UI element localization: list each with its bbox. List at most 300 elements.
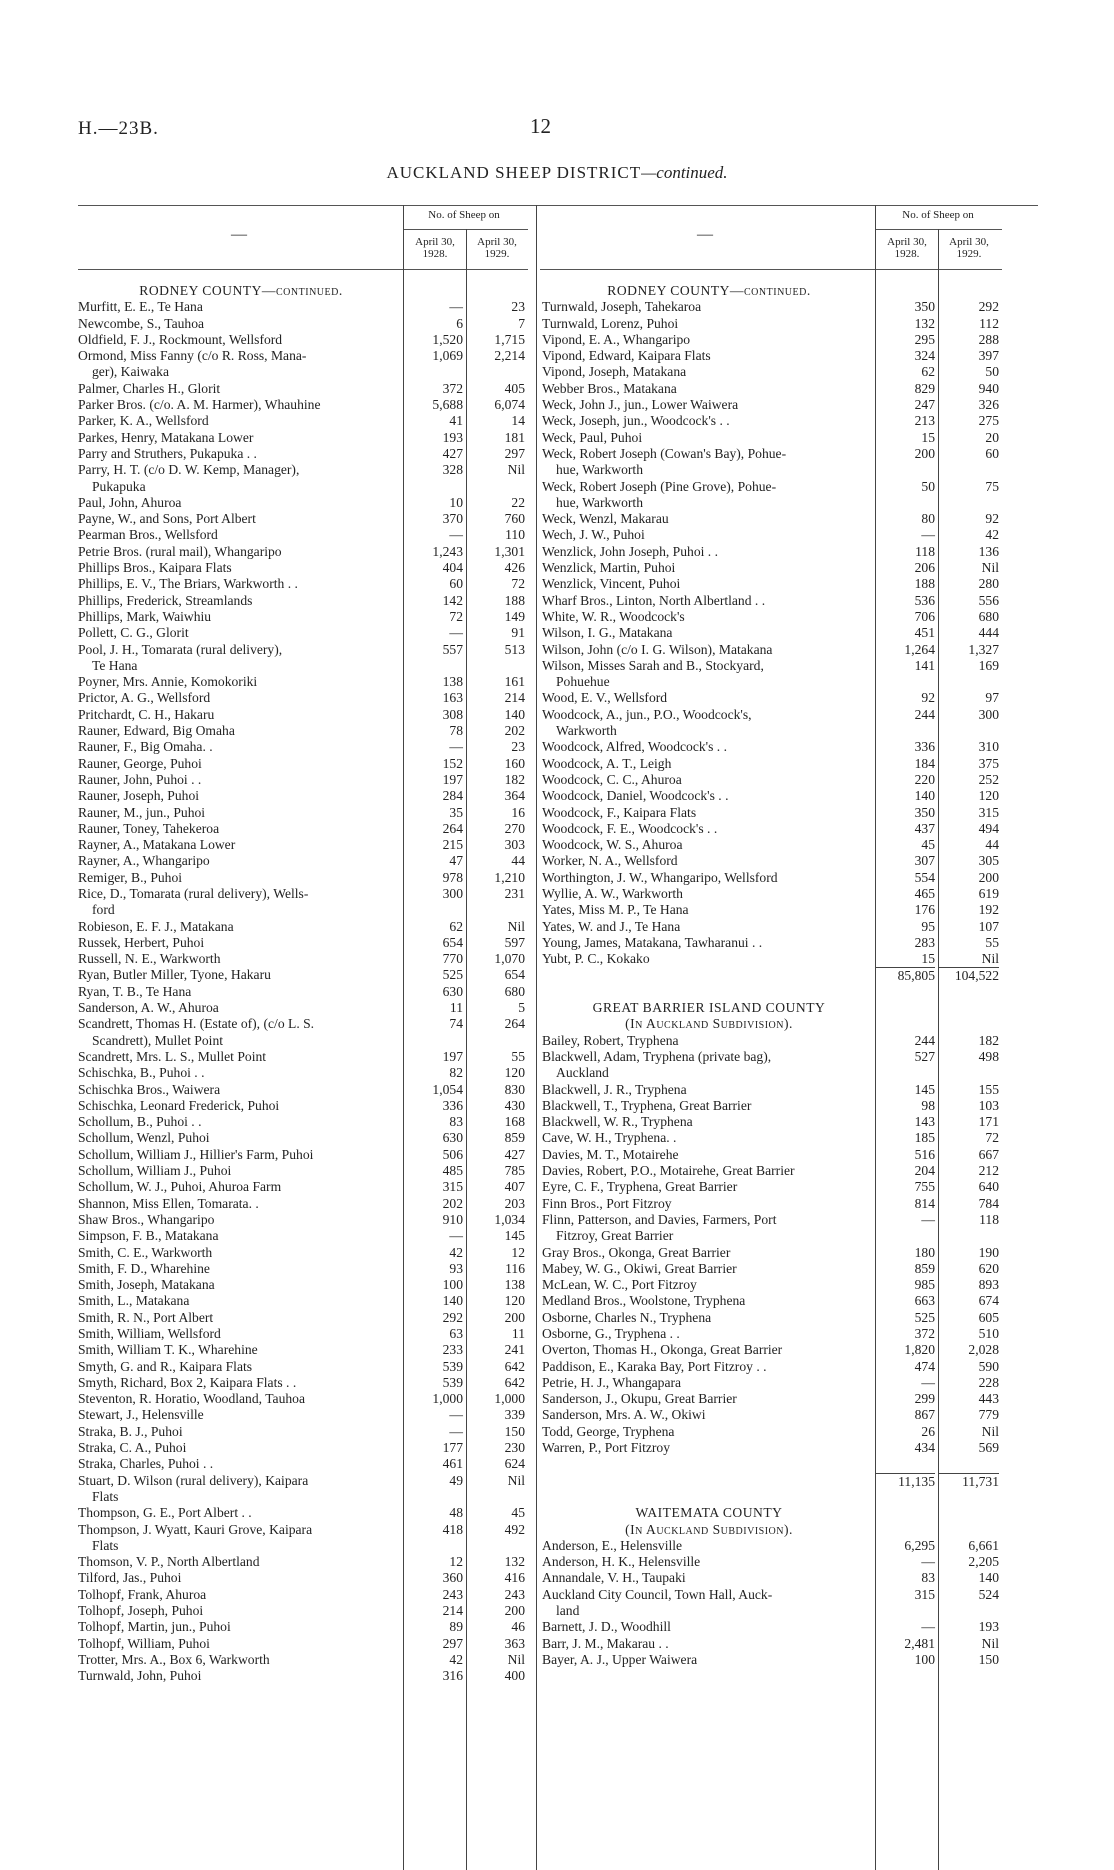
count-1929: Nil (507, 462, 525, 478)
entry-name: Pool, J. H., Tomarata (rural delivery), (78, 641, 283, 657)
entry-name: Smith, C. E., Warkworth (78, 1244, 213, 1260)
entry-name: Tolhopf, William, Puhoi (78, 1635, 210, 1651)
entry-name: Warkworth (556, 723, 617, 739)
count-1929: 44 (511, 853, 525, 869)
table-row (78, 1342, 528, 1358)
table-row (78, 690, 528, 706)
count-1929: 400 (504, 1668, 525, 1684)
table-row (78, 951, 528, 967)
entry-name: Schollum, William J., Puhoi (78, 1163, 232, 1179)
count-1928: 188 (914, 576, 935, 592)
right-header-rule (540, 269, 1002, 270)
count-1929: 292 (978, 299, 999, 315)
count-1929: 190 (978, 1244, 999, 1260)
count-1928: 26 (921, 1423, 935, 1439)
count-1928: 41 (449, 413, 463, 429)
table-row (78, 1489, 528, 1505)
entry-name: Smith, William, Wellsford (78, 1326, 221, 1341)
table-row (542, 560, 1002, 576)
count-1928: — (921, 1619, 935, 1635)
count-1929: 42 (985, 527, 999, 543)
table-row (542, 707, 1002, 723)
table-row (542, 1619, 1002, 1635)
entry-name: Weck, Robert Joseph (Pine Grove), Pohue- (542, 478, 777, 494)
table-row (78, 1049, 528, 1065)
page-title (0, 163, 1114, 183)
count-1929: 444 (978, 625, 999, 641)
count-1929: 112 (979, 315, 999, 331)
entry-name: Cave, W. H., Tryphena. . (542, 1130, 677, 1146)
count-1928: 215 (442, 837, 463, 853)
entry-name: Scandrett), Mullet Point (92, 1032, 224, 1048)
count-1928: — (449, 299, 463, 315)
count-1929: 203 (504, 1195, 525, 1211)
table-row (542, 821, 1002, 837)
entry-name: ger), Kaiwaka (92, 364, 169, 380)
count-1929: 44 (985, 837, 999, 853)
count-1929: 212 (978, 1163, 999, 1179)
entry-name: Straka, C. A., Puhoi (78, 1440, 187, 1456)
table-row (78, 886, 528, 902)
count-1929: 138 (504, 1277, 525, 1293)
count-1928: — (921, 1554, 935, 1570)
table-row (78, 756, 528, 772)
table-row (78, 1326, 528, 1342)
entry-name: Wood, E. V., Wellsford (542, 690, 668, 706)
count-1929: 363 (504, 1635, 525, 1651)
count-1929: 97 (985, 690, 999, 706)
table-row (78, 576, 528, 592)
entry-name: Phillips Bros., Kaipara Flats (78, 560, 232, 576)
count-1928: 176 (914, 902, 935, 918)
table-row (78, 723, 528, 739)
count-1928: 292 (442, 1309, 463, 1325)
table-row (78, 707, 528, 723)
table-row (78, 364, 528, 380)
count-1929: 605 (978, 1309, 999, 1325)
count-1928: 427 (442, 445, 463, 461)
count-1928: 140 (914, 788, 935, 804)
count-1928: — (449, 739, 463, 755)
count-1929: 161 (504, 674, 525, 690)
count-1929: 14 (511, 413, 525, 429)
left-group-header: No. of Sheep on (428, 209, 500, 221)
table-row (542, 462, 1002, 478)
count-1929: 1,715 (494, 331, 525, 347)
table-row (542, 364, 1002, 380)
count-1928: 434 (914, 1440, 935, 1456)
count-1928: 100 (914, 1651, 935, 1667)
entry-name: Rayner, A., Matakana Lower (78, 837, 236, 853)
table-row (78, 1179, 528, 1195)
count-1929: 11 (511, 1326, 525, 1341)
count-1929: Nil (507, 918, 525, 934)
count-1928: 2,481 (904, 1635, 935, 1651)
entry-name: hue, Warkworth (556, 462, 643, 478)
count-1929: 326 (978, 397, 999, 413)
count-1928: — (449, 1423, 463, 1439)
count-1929: 443 (978, 1391, 999, 1407)
count-1929: 182 (978, 1032, 999, 1048)
count-1928: 163 (442, 690, 463, 706)
table-row (542, 1293, 1002, 1309)
count-1928: 297 (442, 1635, 463, 1651)
table-row (542, 951, 1002, 967)
entry-name: Anderson, E., Helensville (542, 1537, 683, 1553)
count-1929: 5 (518, 1000, 525, 1016)
center-rule (536, 205, 537, 1870)
table-row (542, 1603, 1002, 1619)
count-1929: 136 (978, 543, 999, 559)
count-1929: 171 (978, 1114, 999, 1130)
table-row (542, 1261, 1002, 1277)
entry-name: Bayer, A. J., Upper Waiwera (542, 1651, 698, 1667)
count-1928: 118 (915, 543, 935, 559)
count-1929: 893 (978, 1277, 999, 1293)
right-group-rule (876, 229, 1002, 230)
count-1928: 630 (442, 983, 463, 999)
count-1929: 6,661 (968, 1537, 999, 1553)
table-row (542, 1407, 1002, 1423)
table-row (542, 919, 1002, 935)
table-row (78, 625, 528, 641)
count-1929: 498 (978, 1048, 999, 1064)
table-row (78, 870, 528, 886)
count-1928: 404 (442, 560, 463, 576)
entry-name: Ryan, T. B., Te Hana (78, 983, 192, 999)
count-1929: 680 (978, 608, 999, 624)
count-1928: 141 (914, 657, 935, 673)
count-1929: 55 (985, 934, 999, 950)
count-1928: 372 (442, 380, 463, 396)
entry-name: Wilson, John (c/o I. G. Wilson), Matakana (542, 641, 773, 657)
count-1929: Nil (507, 1472, 525, 1488)
entry-name: Payne, W., and Sons, Port Albert (78, 511, 256, 527)
count-1928: — (449, 1228, 463, 1244)
table-top-rule (78, 205, 1038, 206)
count-1929: 275 (978, 413, 999, 429)
count-1928: 1,264 (904, 641, 935, 657)
count-1928: 42 (449, 1244, 463, 1260)
count-1928: 62 (921, 364, 935, 380)
count-1929: 364 (504, 788, 525, 804)
count-1929: 22 (511, 494, 525, 510)
table-row (542, 446, 1002, 462)
count-1929: 2,028 (968, 1342, 999, 1358)
count-1928: 755 (914, 1179, 935, 1195)
count-1929: 830 (504, 1081, 525, 1097)
table-row (542, 1147, 1002, 1163)
entry-name: Rauner, F., Big Omaha. . (78, 739, 213, 755)
entry-name: Te Hana (92, 657, 138, 673)
table-row (78, 1538, 528, 1554)
count-1929: Nil (981, 560, 999, 576)
count-1929: 20 (985, 429, 999, 445)
count-1928: 143 (914, 1114, 935, 1130)
section-heading (542, 283, 1002, 299)
table-row (542, 837, 1002, 853)
table-row (542, 1554, 1002, 1570)
count-1929: 188 (504, 592, 525, 608)
count-1929: Nil (981, 1635, 999, 1651)
table-row (78, 674, 528, 690)
count-1928: 307 (914, 853, 935, 869)
table-row (542, 1163, 1002, 1179)
table-row (78, 1391, 528, 1407)
table-row (78, 935, 528, 951)
right-group-header: No. of Sheep on (902, 209, 974, 221)
entry-name: Steventon, R. Horatio, Woodland, Tauhoa (78, 1391, 306, 1407)
table-row (78, 413, 528, 429)
count-1929: 674 (978, 1293, 999, 1309)
entry-name: Shaw Bros., Whangaripo (78, 1211, 215, 1227)
entry-name: Pohuehue (556, 674, 610, 690)
count-1928: 145 (914, 1081, 935, 1097)
count-1929: 407 (504, 1179, 525, 1195)
entry-name: Smyth, Richard, Box 2, Kaipara Flats . . (78, 1374, 297, 1390)
entry-name: land (556, 1603, 580, 1619)
count-1929: 12 (511, 1244, 525, 1260)
count-1929: 297 (504, 445, 525, 461)
count-1929: 50 (985, 364, 999, 380)
count-1928: 829 (914, 380, 935, 396)
count-1929: 23 (511, 299, 525, 315)
count-1929: 1,327 (968, 641, 999, 657)
count-1928: 308 (442, 706, 463, 722)
entry-name: Annandale, V. H., Taupaki (542, 1570, 686, 1586)
count-1928: 200 (914, 445, 935, 461)
count-1929: 524 (978, 1586, 999, 1602)
table-row (78, 837, 528, 853)
table-row (78, 1440, 528, 1456)
count-1928: 654 (442, 934, 463, 950)
table-row (78, 1424, 528, 1440)
entry-name: Scandrett, Thomas H. (Estate of), (c/o L. S. (78, 1016, 315, 1032)
table-row (542, 1082, 1002, 1098)
count-1929: 202 (504, 723, 525, 739)
count-1928: 152 (442, 755, 463, 771)
count-1928: 474 (914, 1358, 935, 1374)
count-1929: 120 (978, 788, 999, 804)
entry-name: Phillips, Mark, Waiwhiu (78, 608, 212, 624)
count-1929: 640 (978, 1179, 999, 1195)
table-row (78, 1636, 528, 1652)
right-blank-header: — (697, 226, 713, 243)
entry-name: Weck, Paul, Puhoi (542, 429, 643, 445)
count-1929: 620 (978, 1260, 999, 1276)
entry-name: Trotter, Mrs. A., Box 6, Warkworth (78, 1651, 270, 1667)
count-1928: — (921, 1374, 935, 1390)
entry-name: Bailey, Robert, Tryphena (542, 1032, 679, 1048)
table-row (542, 430, 1002, 446)
count-1928: 315 (914, 1586, 935, 1602)
table-row (78, 902, 528, 918)
count-1928: 98 (921, 1097, 935, 1113)
table-row (78, 593, 528, 609)
entry-name: Murfitt, E. E., Te Hana (78, 299, 203, 315)
table-row (542, 544, 1002, 560)
entry-name: Mabey, W. G., Okiwi, Great Barrier (542, 1260, 737, 1276)
entry-name: Pukapuka (92, 478, 146, 494)
subtotal-row (542, 1473, 1002, 1489)
count-1928: 867 (914, 1407, 935, 1423)
count-1929: 243 (504, 1586, 525, 1602)
entry-name: Auckland City Council, Town Hall, Auck- (542, 1586, 773, 1602)
table-row (78, 495, 528, 511)
table-row (78, 1473, 528, 1489)
count-1929: 193 (978, 1619, 999, 1635)
table-row (542, 299, 1002, 315)
count-1928: 814 (914, 1195, 935, 1211)
count-1929: 200 (504, 1309, 525, 1325)
count-1929: 168 (504, 1114, 525, 1130)
table-row (78, 1359, 528, 1375)
table-row (542, 642, 1002, 658)
count-1929: 785 (504, 1163, 525, 1179)
count-1928: 213 (914, 413, 935, 429)
entry-name: Weck, Wenzl, Makarau (542, 511, 669, 527)
entry-name: Woodcock, Alfred, Woodcock's . . (542, 739, 727, 755)
count-1929: 590 (978, 1358, 999, 1374)
table-row (542, 1065, 1002, 1081)
table-row (78, 332, 528, 348)
entry-name: Phillips, E. V., The Briars, Warkworth . . (78, 576, 298, 592)
table-row (78, 1619, 528, 1635)
table-row (78, 1456, 528, 1472)
entry-name: Fitzroy, Great Barrier (556, 1228, 674, 1244)
entry-name: Wilson, Misses Sarah and B., Stockyard, (542, 657, 764, 673)
count-1928: 138 (442, 674, 463, 690)
count-1928: 60 (449, 576, 463, 592)
entry-name: Medland Bros., Woolstone, Tryphena (542, 1293, 746, 1309)
entry-name: Oldfield, F. J., Rockmount, Wellsford (78, 331, 283, 347)
entry-name: Davies, M. T., Motairehe (542, 1146, 679, 1162)
table-row (542, 316, 1002, 332)
table-row (542, 511, 1002, 527)
count-1928: 80 (921, 511, 935, 527)
count-1928: 220 (914, 771, 935, 787)
count-1928: 910 (442, 1211, 463, 1227)
count-1929: 405 (504, 380, 525, 396)
entry-name: Woodcock, W. S., Ahuroa (542, 837, 683, 853)
table-row (542, 1636, 1002, 1652)
right-table-body (542, 283, 1002, 1668)
count-1929: 624 (504, 1456, 525, 1472)
table-row (542, 870, 1002, 886)
table-row (78, 1570, 528, 1586)
table-row (542, 788, 1002, 804)
table-row (542, 1114, 1002, 1130)
count-1928: 92 (921, 690, 935, 706)
table-row (78, 1228, 528, 1244)
section-heading-label: WAITEMATA COUNTY (635, 1505, 783, 1521)
entry-name: Rice, D., Tomarata (rural delivery), Wells- (78, 885, 309, 901)
table-row (78, 1652, 528, 1668)
count-1928: 180 (914, 1244, 935, 1260)
table-row (542, 1277, 1002, 1293)
count-1928: 539 (442, 1358, 463, 1374)
count-1928: — (449, 625, 463, 641)
count-1928: 42 (449, 1651, 463, 1667)
count-1928: 315 (442, 1179, 463, 1195)
table-row (78, 1587, 528, 1603)
count-1929: 140 (504, 706, 525, 722)
entry-name: Rauner, George, Puhoi (78, 755, 202, 771)
table-row (78, 446, 528, 462)
table-row (78, 1212, 528, 1228)
count-1928: 243 (442, 1586, 463, 1602)
count-1929: 642 (504, 1358, 525, 1374)
count-1928: 49 (449, 1472, 463, 1488)
count-1928: 95 (921, 918, 935, 934)
table-row (78, 1114, 528, 1130)
entry-name: Davies, Robert, P.O., Motairehe, Great Barrier (542, 1163, 795, 1179)
table-row (78, 642, 528, 658)
count-1928: 557 (442, 641, 463, 657)
table-row (78, 560, 528, 576)
table-row (542, 397, 1002, 413)
entry-name: Woodcock, C. C., Ahuroa (542, 771, 682, 787)
entry-name: Gray Bros., Okonga, Great Barrier (542, 1244, 731, 1260)
table-row (542, 1538, 1002, 1554)
count-1929: 1,210 (494, 869, 525, 885)
table-row (542, 805, 1002, 821)
entry-name: Overton, Thomas H., Okonga, Great Barrier (542, 1342, 783, 1358)
table-row (78, 772, 528, 788)
table-row (78, 1098, 528, 1114)
entry-name: Petrie Bros. (rural mail), Whangaripo (78, 543, 282, 559)
section-heading (542, 1000, 1002, 1016)
entry-name: Smyth, G. and R., Kaipara Flats (78, 1358, 253, 1374)
count-1929: 270 (504, 820, 525, 836)
count-1928: 72 (449, 608, 463, 624)
entry-name: Auckland (556, 1065, 609, 1081)
count-1928: 770 (442, 951, 463, 967)
table-row (542, 1652, 1002, 1668)
count-1929: 132 (504, 1554, 525, 1570)
entry-name: Woodcock, F. E., Woodcock's . . (542, 820, 718, 836)
count-1929: 92 (985, 511, 999, 527)
entry-name: Parry, H. T. (c/o D. W. Kemp, Manager), (78, 462, 300, 478)
spacer-row (542, 984, 1002, 1000)
count-1929: 288 (978, 331, 999, 347)
section-heading (542, 1505, 1002, 1521)
table-row (78, 788, 528, 804)
count-1928: 47 (449, 853, 463, 869)
count-1929: 303 (504, 837, 525, 853)
count-1928: 295 (914, 331, 935, 347)
spacer-row (542, 1456, 1002, 1472)
entry-name: Phillips, Frederick, Streamlands (78, 592, 253, 608)
count-1928: 516 (914, 1146, 935, 1162)
count-1928: 6 (456, 315, 463, 331)
entry-name: Schischka Bros., Waiwera (78, 1081, 221, 1097)
count-1929: 1,301 (494, 543, 525, 559)
table-row (542, 756, 1002, 772)
entry-name: Russell, N. E., Warkworth (78, 951, 221, 967)
count-1928: 63 (449, 1326, 463, 1341)
entry-name: Rauner, M., jun., Puhoi (78, 804, 206, 820)
count-1928: 1,243 (432, 543, 463, 559)
count-1928: 193 (442, 429, 463, 445)
count-1929: 155 (978, 1081, 999, 1097)
count-1929: 200 (978, 869, 999, 885)
count-1928: 324 (914, 348, 935, 364)
count-1928: 185 (914, 1130, 935, 1146)
count-1928: 350 (914, 804, 935, 820)
count-1928: 506 (442, 1146, 463, 1162)
entry-name: Barnett, J. D., Woodhill (542, 1619, 671, 1635)
